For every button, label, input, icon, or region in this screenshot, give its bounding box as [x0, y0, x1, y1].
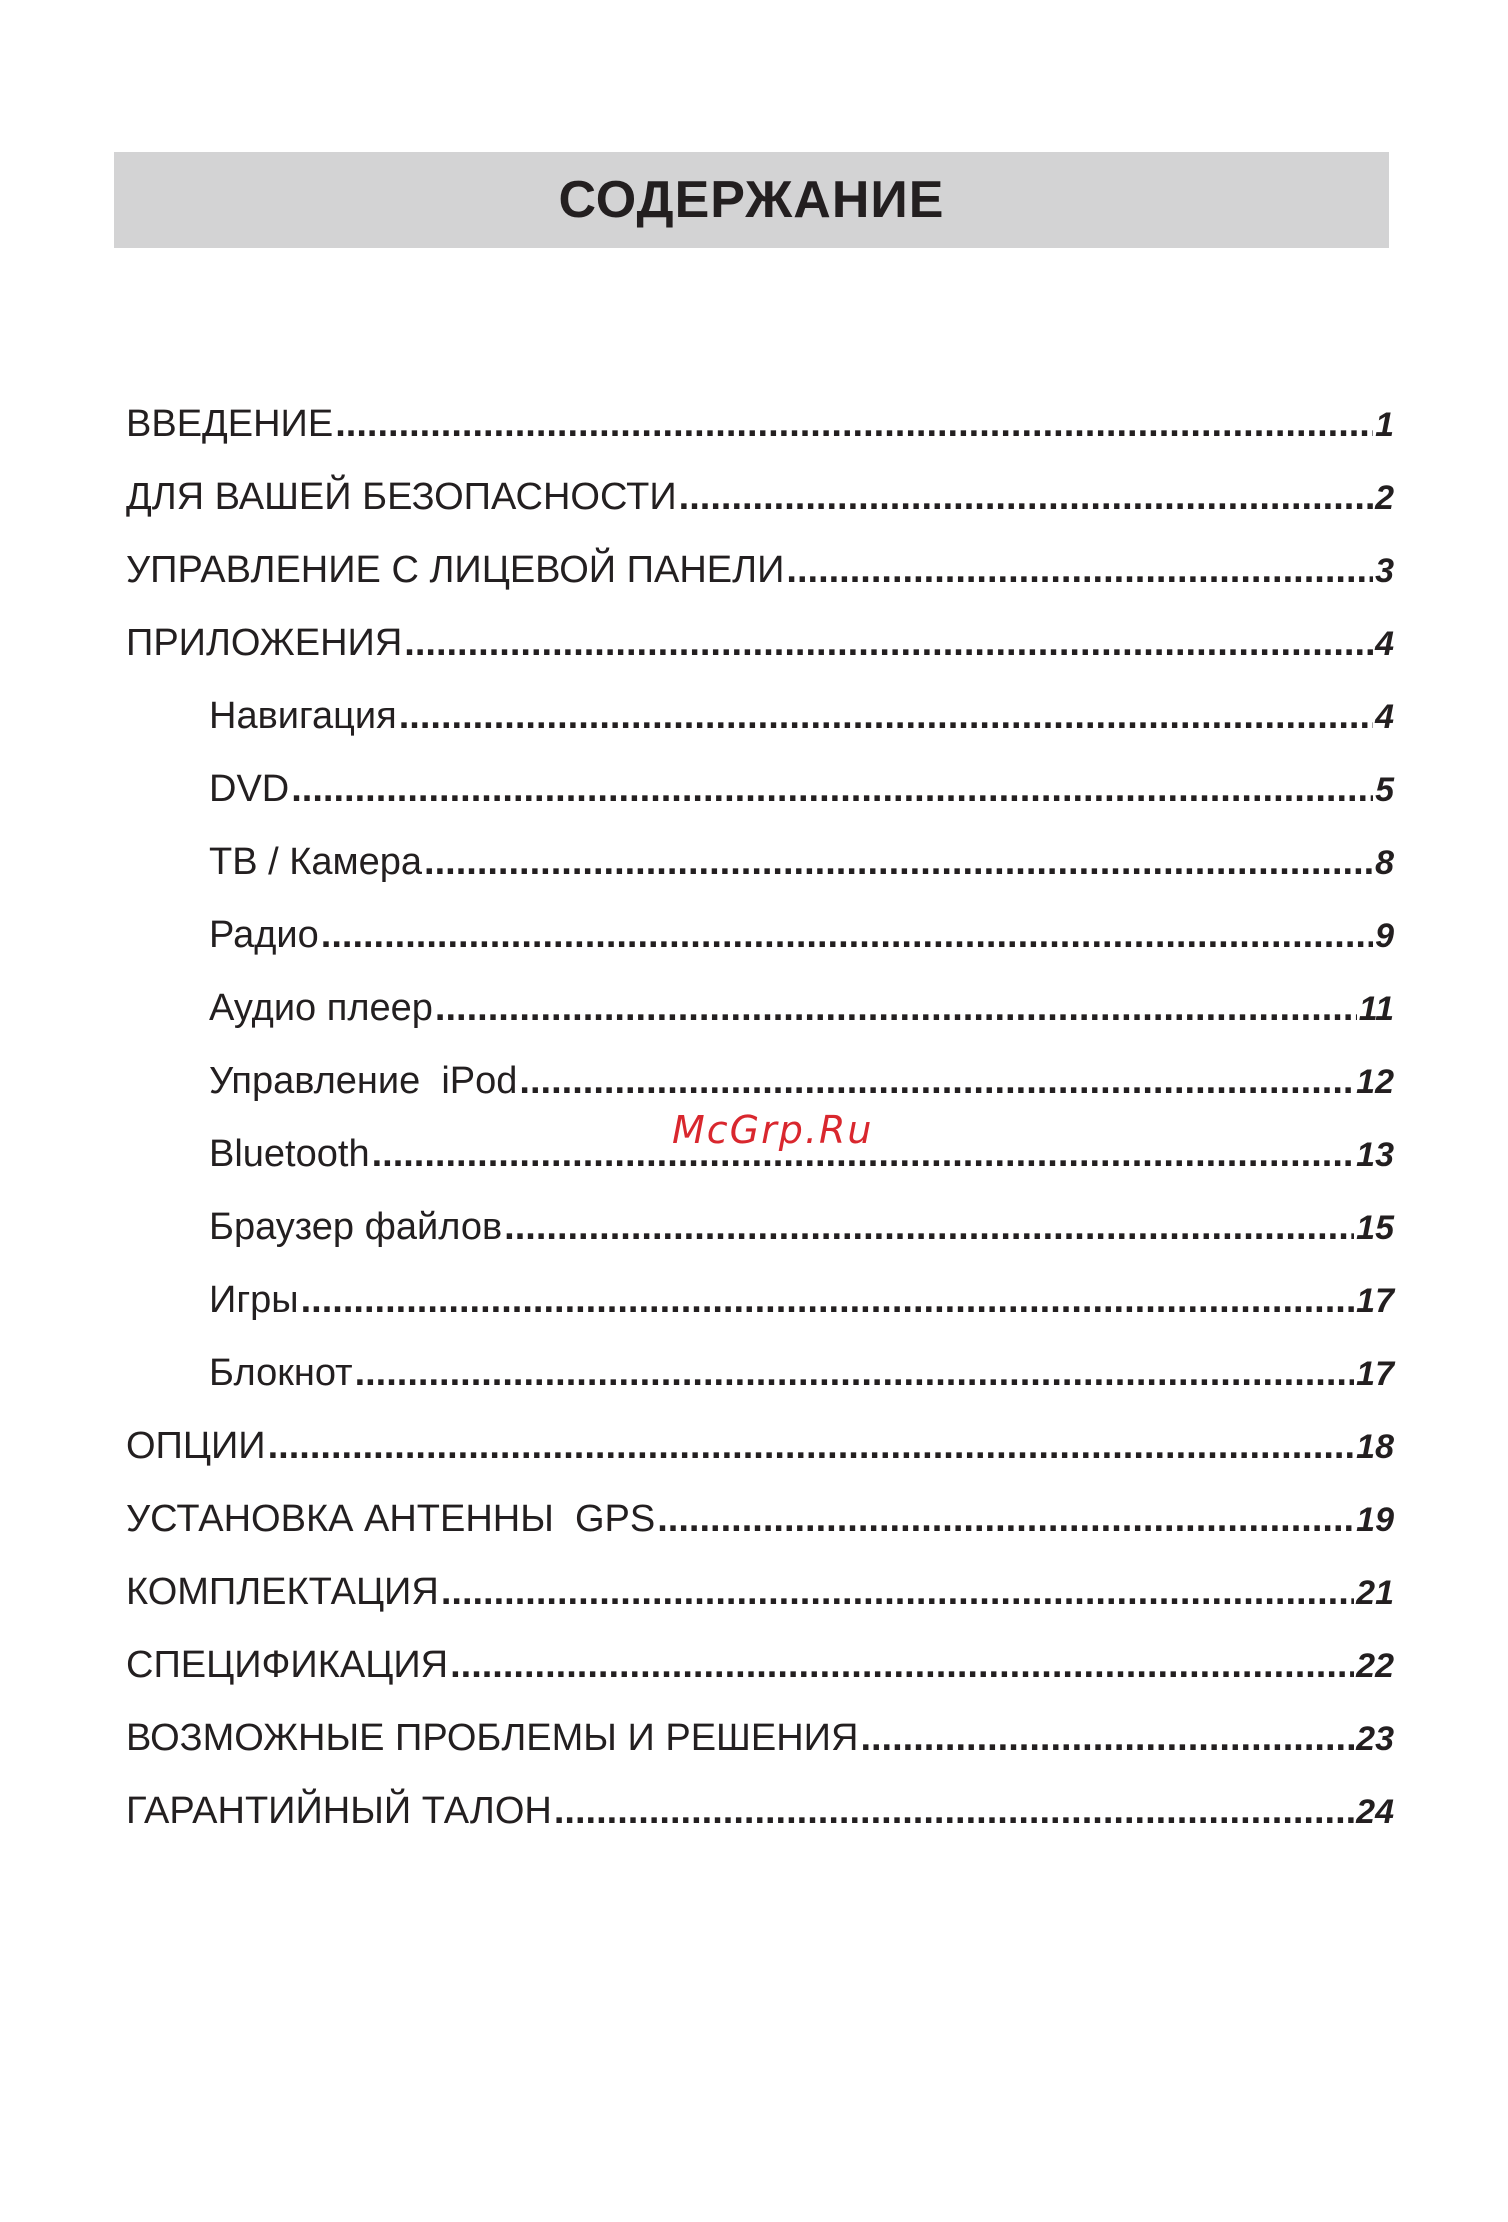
- title-bar: [114, 152, 1389, 248]
- dot-leader: [355, 1337, 1355, 1410]
- toc-subitem[interactable]: [126, 1337, 1394, 1410]
- toc-item[interactable]: [126, 534, 1394, 607]
- toc-item-label: ГАРАНТИЙНЫЙ ТАЛОН: [126, 1790, 552, 1832]
- toc-item-label: СПЕЦИФИКАЦИЯ: [126, 1644, 449, 1686]
- toc-item-label: Навигация: [209, 695, 397, 737]
- toc-item-page: 9: [1375, 917, 1394, 955]
- toc-subitem[interactable]: [126, 972, 1394, 1045]
- toc-item[interactable]: [126, 1483, 1394, 1556]
- toc-item[interactable]: [126, 1775, 1394, 1848]
- toc-item-page: 17: [1356, 1282, 1394, 1320]
- toc-item-page: 21: [1356, 1574, 1394, 1612]
- dot-leader: [554, 1775, 1354, 1848]
- dot-leader: [441, 1556, 1354, 1629]
- toc-item-label: ВВЕДЕНИЕ: [126, 403, 334, 445]
- toc-item[interactable]: [126, 607, 1394, 680]
- toc-item[interactable]: [126, 461, 1394, 534]
- toc-item-label: Аудио плеер: [209, 987, 433, 1029]
- toc-item[interactable]: [126, 1556, 1394, 1629]
- dot-leader: [291, 753, 1373, 826]
- toc-item[interactable]: [126, 388, 1394, 461]
- dot-leader: [519, 1045, 1354, 1118]
- toc-item-page: 4: [1375, 625, 1394, 663]
- toc-item-page: 22: [1356, 1647, 1394, 1685]
- toc-item-page: 18: [1356, 1428, 1394, 1466]
- toc-item-label: Блокнот: [209, 1352, 353, 1394]
- toc-item-label: ТВ / Камера: [209, 841, 423, 883]
- toc-item-label: ПРИЛОЖЕНИЯ: [126, 622, 403, 664]
- watermark-text: McGrp.Ru: [672, 1108, 874, 1152]
- toc-item[interactable]: [126, 1410, 1394, 1483]
- toc-item-page: 19: [1356, 1501, 1394, 1539]
- toc-item-page: 3: [1375, 552, 1394, 590]
- toc-item-page: 5: [1375, 771, 1394, 809]
- toc-item-page: 15: [1356, 1209, 1394, 1247]
- toc-subitem[interactable]: [126, 899, 1394, 972]
- toc-item-page: 12: [1356, 1063, 1394, 1101]
- toc-item-label: Bluetooth: [209, 1133, 370, 1175]
- toc-item-label: ДЛЯ ВАШЕЙ БЕЗОПАСНОСТИ: [126, 476, 677, 518]
- toc-item-label: DVD: [209, 768, 290, 810]
- toc-item-page: 13: [1356, 1136, 1394, 1174]
- toc-subitem[interactable]: [126, 680, 1394, 753]
- dot-leader: [450, 1629, 1354, 1702]
- dot-leader: [321, 899, 1373, 972]
- toc-item-label: ОПЦИИ: [126, 1425, 266, 1467]
- dot-leader: [268, 1410, 1355, 1483]
- toc-item[interactable]: [126, 1702, 1394, 1775]
- dot-leader: [786, 534, 1373, 607]
- toc-subitem[interactable]: [126, 1264, 1394, 1337]
- dot-leader: [399, 680, 1373, 753]
- dot-leader: [657, 1483, 1354, 1556]
- toc-item-label: УПРАВЛЕНИЕ С ЛИЦЕВОЙ ПАНЕЛИ: [126, 549, 785, 591]
- toc-subitem[interactable]: [126, 753, 1394, 826]
- page-title: СОДЕРЖАНИЕ: [558, 171, 945, 229]
- toc-item[interactable]: [126, 1629, 1394, 1702]
- dot-leader: [335, 388, 1373, 461]
- toc-item-page: 2: [1375, 479, 1394, 517]
- toc-item-page: 8: [1375, 844, 1394, 882]
- dot-leader: [679, 461, 1373, 534]
- toc-item-page: 17: [1356, 1355, 1394, 1393]
- toc-item-label: Управление iPod: [209, 1060, 518, 1102]
- dot-leader: [404, 607, 1373, 680]
- dot-leader: [504, 1191, 1354, 1264]
- toc-subitem[interactable]: [126, 1191, 1394, 1264]
- toc-item-label: ВОЗМОЖНЫЕ ПРОБЛЕМЫ И РЕШЕНИЯ: [126, 1717, 859, 1759]
- toc-item-page: 24: [1356, 1793, 1394, 1831]
- toc-item-page: 23: [1356, 1720, 1394, 1758]
- toc-item-label: Радио: [209, 914, 319, 956]
- toc-item-page: 1: [1375, 406, 1394, 444]
- dot-leader: [860, 1702, 1354, 1775]
- toc-item-label: КОМПЛЕКТАЦИЯ: [126, 1571, 439, 1613]
- toc-subitem[interactable]: [126, 826, 1394, 899]
- toc-item-label: Браузер файлов: [209, 1206, 503, 1248]
- toc-item-page: 11: [1358, 990, 1394, 1028]
- toc-item-label: Игры: [209, 1279, 299, 1321]
- dot-leader: [301, 1264, 1355, 1337]
- toc-item-page: 4: [1375, 698, 1394, 736]
- dot-leader: [424, 826, 1373, 899]
- dot-leader: [435, 972, 1357, 1045]
- toc-item-label: УСТАНОВКА АНТЕННЫ GPS: [126, 1498, 656, 1540]
